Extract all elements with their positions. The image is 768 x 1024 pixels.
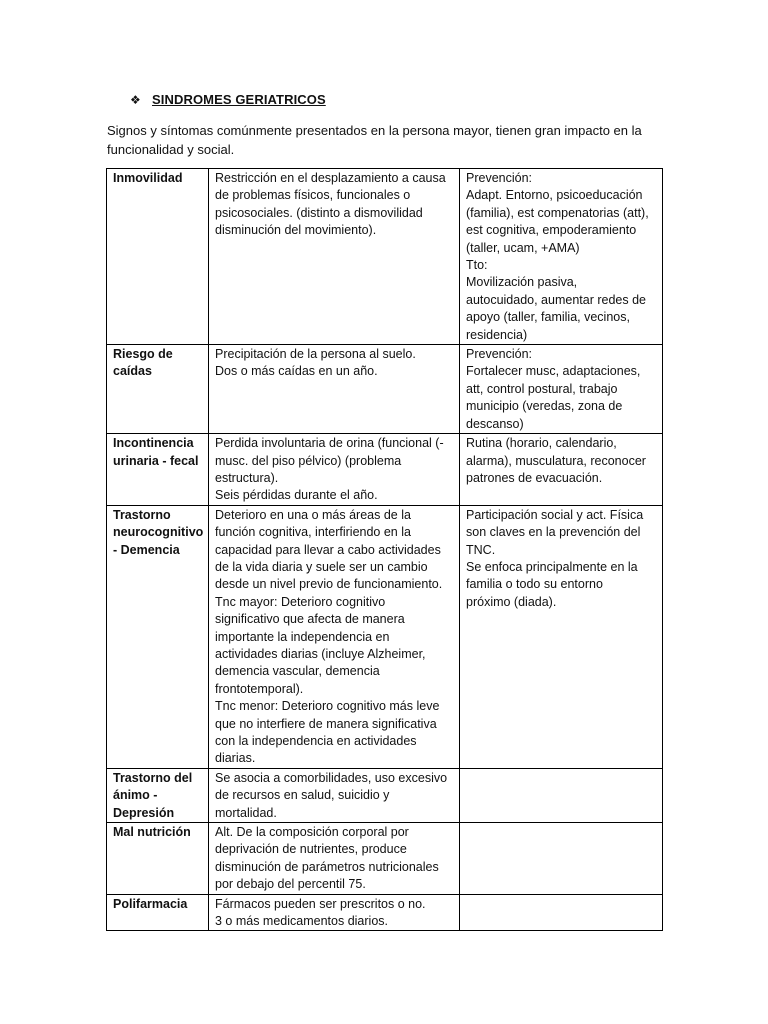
cell-text-line: frontotemporal). — [215, 681, 304, 696]
section-title: SINDROMES GERIATRICOS — [152, 92, 326, 107]
cell-text-line: próximo (diada). — [466, 594, 557, 609]
cell-text-line: capacidad para llevar a cabo actividades — [215, 542, 441, 557]
syndrome-management-cell — [460, 823, 663, 895]
syndrome-description-cell — [209, 505, 460, 768]
cell-text-line: Riesgo de — [113, 347, 173, 362]
syndrome-management-cell — [460, 768, 663, 822]
cell-text-line: Rutina (horario, calendario, — [466, 436, 617, 451]
table-row — [107, 345, 663, 434]
syndrome-management-cell — [460, 345, 663, 434]
cell-text-line: con la independencia en actividades — [215, 734, 417, 748]
cell-text-line: estructura). — [215, 470, 279, 485]
cell-text-line: Tnc menor: Deterioro cognitivo más leve — [215, 699, 440, 714]
cell-text-line: Deterioro en una o más áreas de la — [215, 507, 411, 522]
syndrome-name-cell — [107, 345, 209, 434]
syndrome-management-cell — [460, 434, 663, 506]
cell-text-line: - Demencia — [113, 542, 180, 557]
table-row — [107, 505, 663, 768]
cell-text-line: patrones de evacuación. — [466, 470, 603, 485]
cell-text-line: Se enfoca principalmente en la — [466, 559, 638, 574]
cell-text-line: diarias. — [215, 751, 256, 766]
cell-text-line: disminución de parámetros nutricionales — [215, 859, 439, 874]
intro-line: Signos y síntomas comúnmente presentados en la persona mayor, tienen gran impacto en la — [107, 123, 642, 138]
syndrome-description-cell — [209, 169, 460, 345]
cell-text-line: Seis pérdidas durante el año. — [215, 488, 378, 503]
cell-text-line: demencia vascular, demencia — [215, 664, 380, 679]
cell-text-line: descanso) — [466, 416, 524, 431]
cell-text-line: caídas — [113, 364, 152, 379]
cell-text-line: autocuidado, aumentar redes de — [466, 292, 646, 307]
cell-text-line: residencia) — [466, 327, 528, 342]
cell-text-line: importante la independencia en — [215, 629, 390, 644]
cell-text-line: Trastorno del — [113, 770, 193, 785]
cell-text-line: ánimo - — [113, 788, 158, 803]
section-heading — [130, 92, 326, 107]
cell-text-line: de problemas físicos, funcionales o — [215, 188, 411, 203]
table-row — [107, 434, 663, 506]
cell-text-line: att, control postural, trabajo — [466, 381, 618, 396]
cell-text-line: familia o todo su entorno — [466, 577, 603, 592]
syndrome-name-cell — [107, 894, 209, 931]
syndrome-description-cell — [209, 894, 460, 931]
intro-line: funcionalidad y social. — [107, 142, 235, 157]
syndrome-name-cell — [107, 505, 209, 768]
cell-text-line: alarma), musculatura, reconocer — [466, 453, 646, 468]
cell-text-line: Polifarmacia — [113, 896, 188, 911]
cell-text-line: Participación social y act. Física — [466, 507, 644, 522]
cell-text-line: disminución del movimiento). — [215, 223, 377, 238]
cell-text-line: Incontinencia — [113, 436, 194, 451]
cell-text-line: urinaria - fecal — [113, 453, 199, 468]
intro-paragraph — [107, 121, 667, 159]
cell-text-line: musc. del piso pélvico) (problema — [215, 453, 402, 468]
table-row — [107, 823, 663, 895]
cell-text-line: municipio (veredas, zona de — [466, 399, 623, 414]
cell-text-line: desde un nivel previo de funcionamiento. — [215, 577, 443, 592]
cell-text-line: Se asocia a comorbilidades, uso excesivo — [215, 770, 448, 785]
cell-text-line: función cognitiva, interfiriendo en la — [215, 525, 411, 540]
cell-text-line: de recursos en salud, suicidio y — [215, 788, 390, 803]
cell-text-line: son claves en la prevención del — [466, 525, 641, 540]
cell-text-line: 3 o más medicamentos diarios. — [215, 914, 388, 929]
cell-text-line: por debajo del percentil 75. — [215, 877, 366, 892]
cell-text-line: neurocognitivo — [113, 525, 204, 540]
cell-text-line: Movilización pasiva, — [466, 275, 578, 290]
cell-text-line: (familia), est compenatorias (att), — [466, 205, 649, 220]
syndrome-name-cell — [107, 823, 209, 895]
cell-text-line: Trastorno — [113, 507, 171, 522]
cell-text-line: Adapt. Entorno, psicoeducación — [466, 188, 643, 203]
cell-text-line: Perdida involuntaria de orina (funcional (- — [215, 436, 444, 451]
syndromes-table — [106, 168, 663, 931]
syndrome-management-cell — [460, 169, 663, 345]
cell-text-line: Prevención: — [466, 347, 533, 362]
syndromes-table-body — [107, 169, 663, 931]
syndrome-name-cell — [107, 434, 209, 506]
cell-text-line: psicosociales. (distinto a dismovilidad — [215, 205, 423, 220]
cell-text-line: significativo que afecta de manera — [215, 612, 405, 627]
syndrome-name-cell — [107, 768, 209, 822]
syndrome-description-cell — [209, 434, 460, 506]
cell-text-line: est cognitiva, empoderamiento — [466, 223, 637, 238]
syndrome-description-cell — [209, 345, 460, 434]
cell-text-line: deprivación de nutrientes, produce — [215, 842, 407, 857]
cell-text-line: Fármacos pueden ser prescritos o no. — [215, 896, 426, 911]
cell-text-line: Dos o más caídas en un año. — [215, 364, 378, 379]
cell-text-line: (taller, ucam, +AMA) — [466, 240, 580, 255]
cell-text-line: Depresión — [113, 805, 175, 820]
cell-text-line: Inmovilidad — [113, 171, 183, 185]
cell-text-line: Restricción en el desplazamiento a causa — [215, 171, 446, 185]
table-row — [107, 894, 663, 931]
cell-text-line: apoyo (taller, familia, vecinos, — [466, 310, 630, 325]
cell-text-line: Fortalecer musc, adaptaciones, — [466, 364, 641, 379]
diamond-bullet-icon: ❖ — [130, 92, 141, 107]
table-row — [107, 169, 663, 345]
syndrome-name-cell — [107, 169, 209, 345]
cell-text-line: mortalidad. — [215, 805, 277, 820]
cell-text-line: Tnc mayor: Deterioro cognitivo — [215, 594, 386, 609]
cell-text-line: que no interfiere de manera significativa — [215, 716, 437, 731]
cell-text-line: Tto: — [466, 258, 488, 273]
table-row — [107, 768, 663, 822]
syndrome-description-cell — [209, 768, 460, 822]
syndrome-description-cell — [209, 823, 460, 895]
cell-text-line: Alt. De la composición corporal por — [215, 825, 409, 840]
cell-text-line: Prevención: — [466, 171, 533, 185]
syndrome-management-cell — [460, 894, 663, 931]
cell-text-line: actividades diarias (incluye Alzheimer, — [215, 646, 426, 661]
cell-text-line: Precipitación de la persona al suelo. — [215, 347, 416, 362]
cell-text-line: de la vida diaria y suele ser un cambio — [215, 559, 428, 574]
cell-text-line: TNC. — [466, 542, 496, 557]
syndrome-management-cell — [460, 505, 663, 768]
cell-text-line: Mal nutrición — [113, 825, 191, 840]
